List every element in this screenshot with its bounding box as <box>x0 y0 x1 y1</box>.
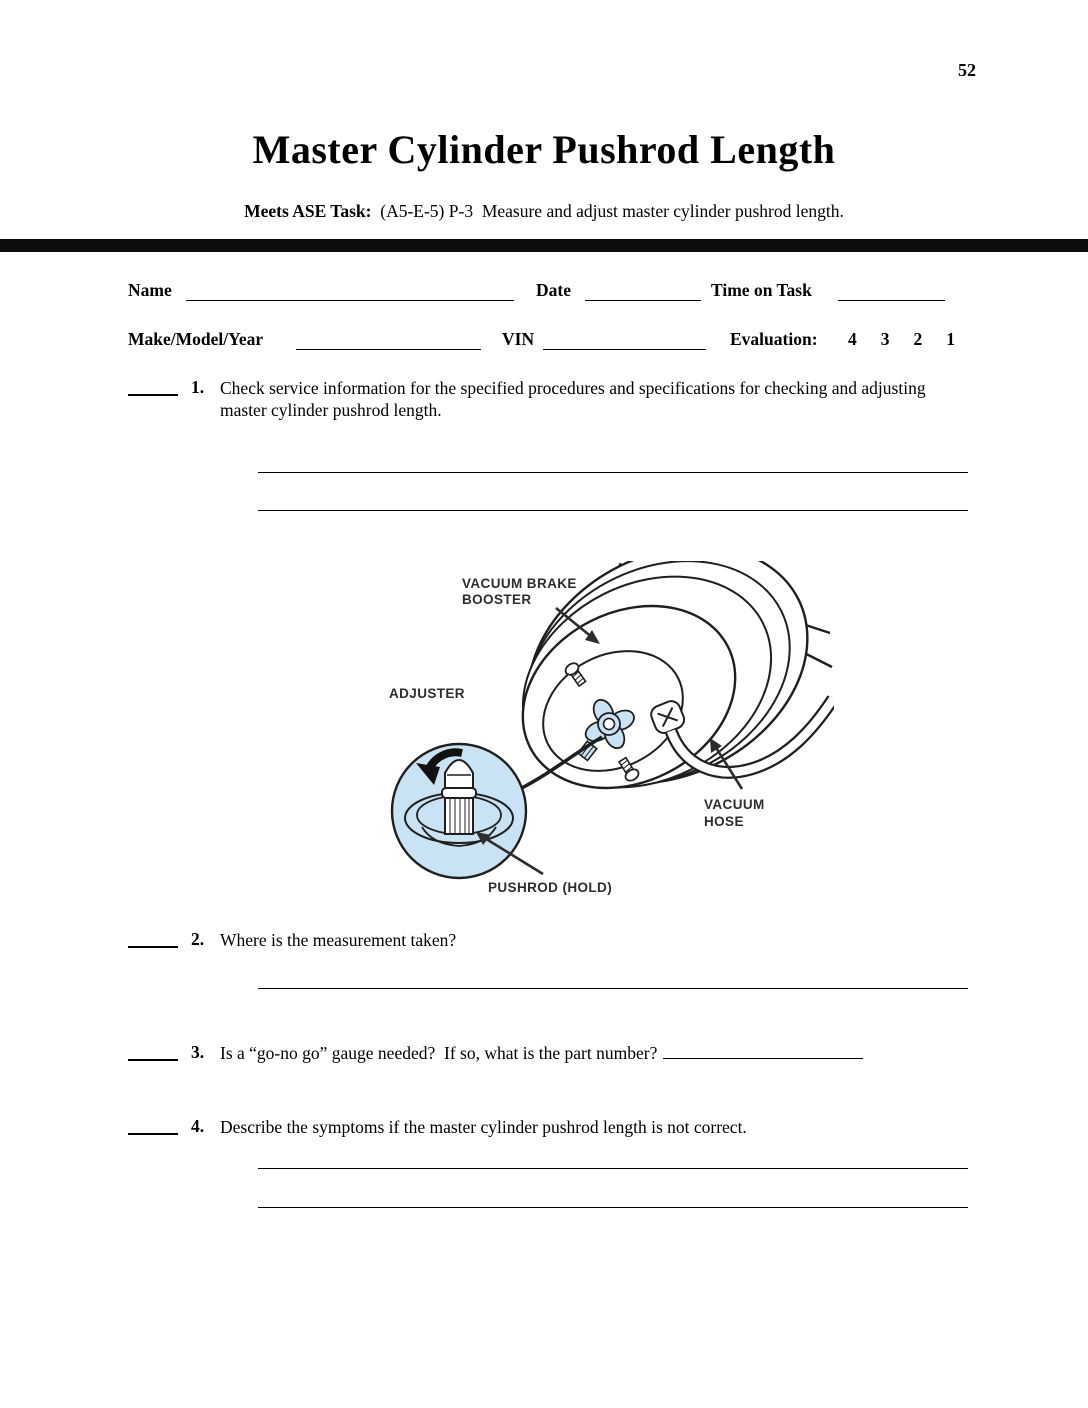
ase-task-text: (A5-E-5) P-3 Measure and adjust master cylinder pushrod length. <box>371 201 844 221</box>
make-model-year-label: Make/Model/Year <box>128 329 264 349</box>
question-4-grade-blank <box>128 1116 178 1135</box>
question-2-text: Where is the measurement taken? <box>220 930 457 950</box>
booster-label-line2: BOOSTER <box>462 592 532 607</box>
question-2 <box>128 929 1008 951</box>
question-3-text-content: Is a “go-no go” gauge needed? If so, what is the part number? <box>220 1043 658 1063</box>
evaluation-score-1: 1 <box>946 329 955 349</box>
date-blank <box>585 280 701 301</box>
hose-label-line1: VACUUM <box>704 797 765 812</box>
question-4-answer-line-2 <box>258 1207 968 1208</box>
page-title: Master Cylinder Pushrod Length <box>252 127 836 172</box>
ase-task-label: Meets ASE Task: <box>244 201 372 221</box>
make-model-year-blank <box>296 329 481 350</box>
evaluation-score-4: 4 <box>848 329 857 349</box>
date-label: Date <box>536 280 571 300</box>
evaluation-scores <box>848 329 955 350</box>
question-3-text <box>220 1042 863 1064</box>
evaluation-score-3: 3 <box>880 329 890 349</box>
evaluation-score-2: 2 <box>913 329 923 349</box>
question-1-answer-line-1 <box>258 472 968 473</box>
question-1-answer-line-2 <box>258 510 968 511</box>
brake-booster-diagram <box>366 561 834 909</box>
section-divider-bar <box>0 239 1088 252</box>
pushrod-callout <box>392 744 526 878</box>
hose-label-line2: HOSE <box>704 814 744 829</box>
question-4-answer-line-1 <box>258 1168 968 1169</box>
vin-label: VIN <box>502 329 535 349</box>
question-1-text: Check service information for the specified procedures and specifications for checking and adjusting master cylinder pushrod length. <box>220 378 930 421</box>
ase-task-line <box>0 201 1088 222</box>
question-1 <box>128 377 1008 422</box>
booster-label-line1: VACUUM BRAKE <box>462 576 577 591</box>
page-number: 52 <box>958 60 976 80</box>
question-4-text: Describe the symptoms if the master cylinder pushrod length is not correct. <box>220 1117 747 1137</box>
question-3-answer-blank <box>663 1042 863 1059</box>
adjuster-label: ADJUSTER <box>389 686 465 701</box>
question-2-number: 2. <box>191 929 205 949</box>
question-4-number: 4. <box>191 1116 205 1136</box>
question-3 <box>128 1042 1008 1064</box>
question-4 <box>128 1116 1008 1138</box>
question-1-number: 1. <box>191 377 205 397</box>
question-2-answer-line <box>258 988 968 989</box>
booster-shell <box>487 561 834 829</box>
name-label: Name <box>128 280 172 300</box>
vin-blank <box>543 329 706 350</box>
question-3-number: 3. <box>191 1042 205 1062</box>
question-1-grade-blank <box>128 377 178 396</box>
question-3-grade-blank <box>128 1042 178 1061</box>
name-blank <box>186 280 514 301</box>
pushrod-label: PUSHROD (HOLD) <box>488 880 613 895</box>
time-on-task-blank <box>838 280 945 301</box>
time-on-task-label: Time on Task <box>711 280 812 300</box>
evaluation-label: Evaluation: <box>730 329 818 349</box>
question-2-grade-blank <box>128 929 178 948</box>
